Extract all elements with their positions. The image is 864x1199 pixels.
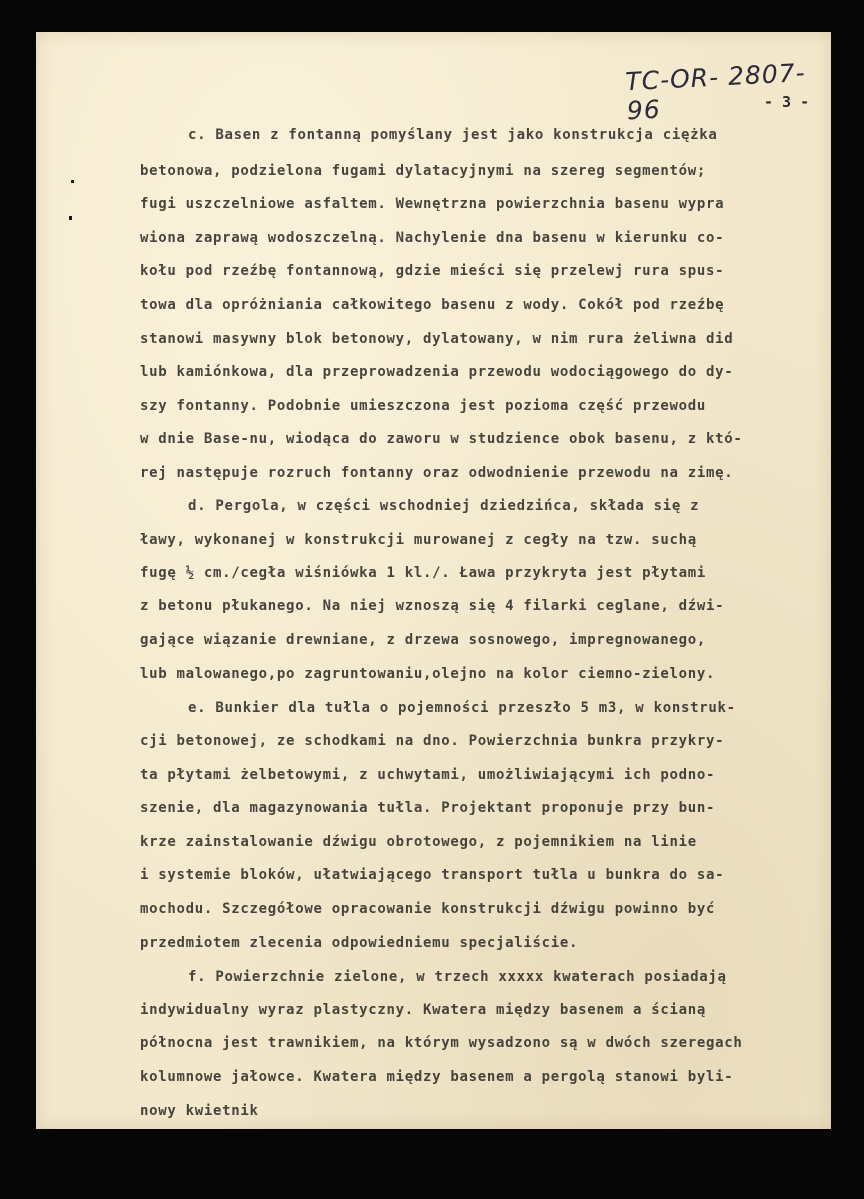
document-page — [36, 32, 831, 1129]
page-number: - 3 - — [764, 93, 810, 111]
text-line: cji betonowej, ze schodkami na dno. Powierzchnia bunkra przykry- — [140, 733, 725, 750]
text-line: rej następuje rozruch fontanny oraz odwodnienie przewodu na zimę. — [140, 464, 734, 481]
text-line: ławy, wykonanej w konstrukcji murowanej z cegły na tzw. suchą — [140, 531, 697, 548]
text-line: mochodu. Szczegółowe opracowanie konstrukcji dźwigu powinno być — [140, 901, 716, 918]
text-line: kolumnowe jałowce. Kwatera między basenem a pergolą stanowi byli- — [140, 1069, 734, 1086]
text-line: fugę ½ cm./cegła wiśniówka 1 kl./. Ława przykryta jest płytami — [140, 565, 706, 582]
text-line: w dnie Base-nu, wiodąca do zaworu w studzience obok basenu, z któ- — [140, 431, 743, 448]
text-line: szy fontanny. Podobnie umieszczona jest pozioma część przewodu — [140, 398, 706, 415]
text-line: lub malowanego,po zagruntowaniu,olejno na kolor ciemno-zielony. — [140, 665, 716, 682]
text-line: i systemie bloków, ułatwiającego transport tułla u bunkra do sa- — [140, 867, 725, 884]
handwritten-reference-number: TC-OR- 2807-96 — [624, 57, 807, 126]
margin-dot — [71, 180, 74, 183]
text-line: betonowa, podzielona fugami dylatacyjnymi na szereg segmentów; — [140, 162, 706, 179]
text-line: c. Basen z fontanną pomyślany jest jako konstrukcja ciężka — [188, 127, 718, 143]
text-line: e. Bunkier dla tułla o pojemności przeszło 5 m3, w konstruk- — [188, 699, 736, 716]
text-line: towa dla opróżniania całkowitego basenu z wody. Cokół pod rzeźbę — [140, 296, 725, 313]
text-line: indywidualny wyraz plastyczny. Kwatera między basenem a ścianą — [140, 1001, 706, 1018]
text-line: stanowi masywny blok betonowy, dylatowany, w nim rura żeliwna did — [140, 330, 734, 347]
text-line: gające wiązanie drewniane, z drzewa sosnowego, impregnowanego, — [140, 631, 706, 648]
text-line: wiona zaprawą wodoszczelną. Nachylenie dna basenu w kierunku co- — [140, 230, 725, 247]
text-line: nowy kwietnik — [140, 1103, 259, 1119]
text-line: północna jest trawnikiem, na którym wysadzono są w dwóch szeregach — [140, 1035, 743, 1052]
text-line: f. Powierzchnie zielone, w trzech xxxxx kwaterach posiadają — [188, 968, 727, 985]
text-line: fugi uszczelniowe asfaltem. Wewnętrzna powierzchnia basenu wypra — [140, 196, 725, 213]
text-line: d. Pergola, w części wschodniej dziedzińca, składa się z — [188, 497, 700, 514]
text-line: krze zainstalowanie dźwigu obrotowego, z pojemnikiem na linie — [140, 833, 697, 850]
text-line: ta płytami żelbetowymi, z uchwytami, umożliwiającymi ich podno- — [140, 767, 716, 783]
text-line: przedmiotem zlecenia odpowiedniemu specjaliście. — [140, 935, 579, 951]
text-line: lub kamiónkowa, dla przeprowadzenia przewodu wodociągowego do dy- — [140, 364, 734, 381]
text-line: z betonu płukanego. Na niej wznoszą się 4 filarki ceglane, dźwi- — [140, 598, 725, 615]
text-line: kołu pod rzeźbę fontannową, gdzie mieści się przelewj rura spus- — [140, 263, 725, 280]
text-line: szenie, dla magazynowania tułla. Projektant proponuje przy bun- — [140, 799, 716, 816]
margin-dot — [69, 216, 72, 220]
